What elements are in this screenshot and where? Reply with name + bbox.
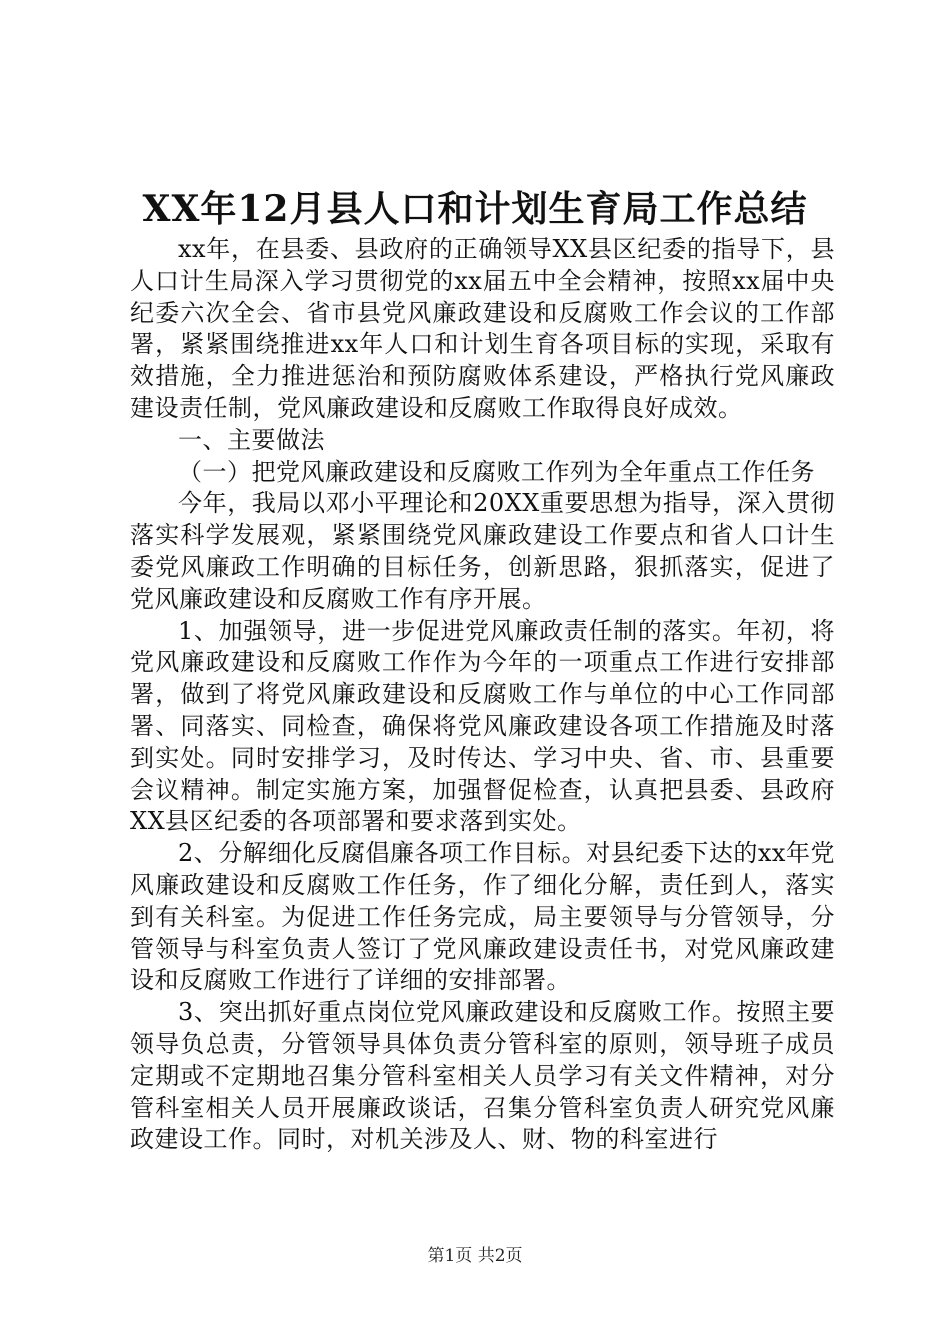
subsection-heading: （一）把党风廉政建设和反腐败工作列为全年重点工作任务 xyxy=(178,457,815,486)
paragraph-overview: 今年，我局以邓小平理论和20XX重要思想为指导，深入贯彻落实科学发展观，紧紧围绕党风廉政建设工作要点和省人口计生委党风廉政工作明确的目标任务，创新思路，狠抓落实，促进了党风廉政建设和反腐败工作有序开展。 xyxy=(130,489,835,613)
page-number-footer: 第1页 共2页 xyxy=(427,1246,523,1266)
paragraph-item-2: 2、分解细化反腐倡廉各项工作目标。对县纪委下达的xx年党风廉政建设和反腐败工作任务，作了细化分解，责任到人，落实到有关科室。为促进工作任务完成，局主要领导与分管领导，分管领导与科室负责人签订了党风廉政建设责任书，对党风廉政建设和反腐败工作进行了详细的安排部署。 xyxy=(130,839,835,995)
paragraph-intro: xx年，在县委、县政府的正确领导XX县区纪委的指导下，县人口计生局深入学习贯彻党的xx届五中全会精神，按照xx届中央纪委六次全会、省市县党风廉政建设和反腐败工作会议的工作部署，紧紧围绕推进xx年人口和计划生育各项目标的实现，采取有效措施，全力推进惩治和预防腐败体系建设，严格执行党风廉政建设责任制，党风廉政建设和反腐败工作取得良好成效。 xyxy=(130,235,835,422)
paragraph-item-1: 1、加强领导，进一步促进党风廉政责任制的落实。年初，将党风廉政建设和反腐败工作作为今年的一项重点工作进行安排部署，做到了将党风廉政建设和反腐败工作与单位的中心工作同部署、同落实、同检查，确保将党风廉政建设各项工作措施及时落到实处。同时安排学习，及时传达、学习中央、省、市、县重要会议精神。制定实施方案，加强督促检查，认真把县委、县政府XX县区纪委的各项部署和要求落到实处。 xyxy=(130,616,835,836)
document-body xyxy=(130,234,835,1156)
paragraph-item-3: 3、突出抓好重点岗位党风廉政建设和反腐败工作。按照主要领导负总责，分管领导具体负责分管科室的原则，领导班子成员定期或不定期地召集分管科室相关人员学习有关文件精神，对分管科室相关人员开展廉政谈话，召集分管科室负责人研究党风廉政建设工作。同时，对机关涉及人、财、物的科室进行 xyxy=(130,998,835,1154)
document-title: XX年12月县人口和计划生育局工作总结 xyxy=(142,188,808,230)
section-heading: 一、主要做法 xyxy=(178,425,325,454)
